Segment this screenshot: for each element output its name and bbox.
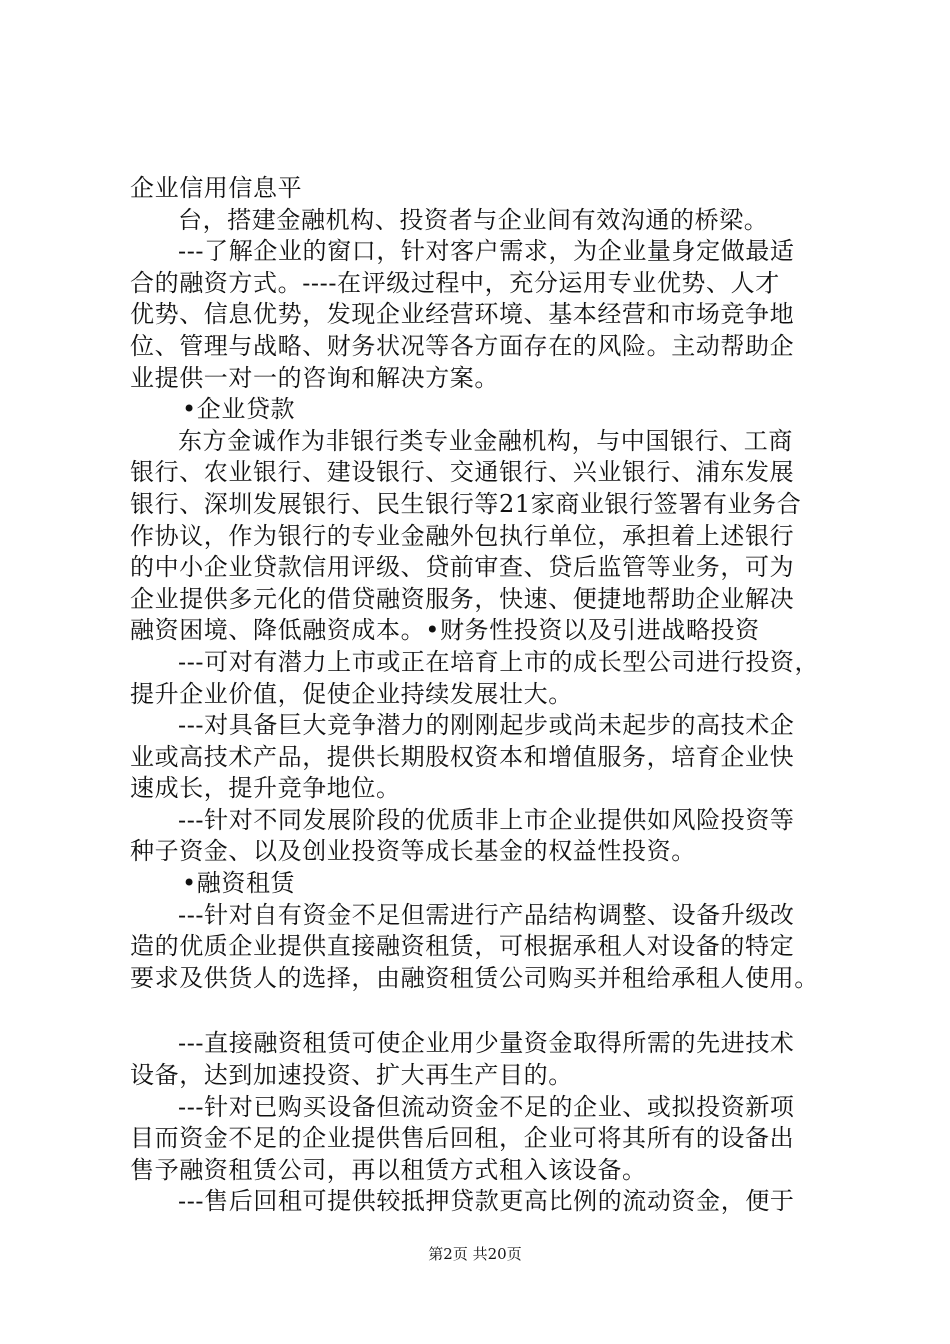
text-line: 的中小企业贷款信用评级、贷前审查、贷后监管等业务，可为 [130,553,795,582]
text-line: ---对具备巨大竞争潜力的刚刚起步或尚未起步的高技术企 [178,711,795,740]
text-line: ---针对不同发展阶段的优质非上市企业提供如风险投资等 [178,805,795,834]
document-body [130,173,850,1218]
text-line: 速成长，提升竞争地位。 [130,774,401,803]
text-line: 设备，达到加速投资、扩大再生产目的。 [130,1061,573,1090]
text-line: 售予融资租赁公司，再以租赁方式租入该设备。 [130,1155,647,1184]
text-line: 目而资金不足的企业提供售后回租，企业可将其所有的设备出 [130,1124,795,1153]
section-heading: •融资租赁 [182,869,296,898]
page-footer: 第2页 共20页 [428,1245,522,1263]
text-line: 造的优质企业提供直接融资租赁，可根据承租人对设备的特定 [130,932,795,961]
text-line: 作协议，作为银行的专业金融外包执行单位，承担着上述银行 [130,521,795,550]
text-line: 提升企业价值，促使企业持续发展壮大。 [130,679,573,708]
text-line: 位、管理与战略、财务状况等各方面存在的风险。主动帮助企 [130,331,795,360]
section-heading: •企业贷款 [182,395,296,424]
text-line: 种子资金、以及创业投资等成长基金的权益性投资。 [130,837,696,866]
text-line: ---针对已购买设备但流动资金不足的企业、或拟投资新项 [178,1092,795,1121]
text-line: 合的融资方式。----在评级过程中，充分运用专业优势、人才 [130,268,780,297]
text-line: ---针对自有资金不足但需进行产品结构调整、设备升级改 [178,900,795,929]
text-line: 银行、农业银行、建设银行、交通银行、兴业银行、浦东发展 [130,458,795,487]
text-line: 业或高技术产品，提供长期股权资本和增值服务，培育企业快 [130,742,795,771]
text-line: 银行、深圳发展银行、民生银行等21家商业银行签署有业务合 [130,489,802,518]
paragraph-gap [130,994,850,1028]
text-line: 融资困境、降低融资成本。•财务性投资以及引进战略投资 [130,616,760,645]
text-line: ---售后回租可提供较抵押贷款更高比例的流动资金，便于 [178,1187,795,1216]
text-line: 优势、信息优势，发现企业经营环境、基本经营和市场竞争地 [130,300,795,329]
text-line: 东方金诚作为非银行类专业金融机构，与中国银行、工商 [178,426,793,455]
text-line: ---直接融资租赁可使企业用少量资金取得所需的先进技术 [178,1029,795,1058]
text-line: 业提供一对一的咨询和解决方案。 [130,363,499,392]
text-line: 企业提供多元化的借贷融资服务，快速、便捷地帮助企业解决 [130,584,795,613]
text-line: ---了解企业的窗口，针对客户需求，为企业量身定做最适 [178,237,795,266]
text-line: 台，搭建金融机构、投资者与企业间有效沟通的桥梁。 [178,205,769,234]
text-line: ---可对有潜力上市或正在培育上市的成长型公司进行投资， [178,647,820,676]
text-line: 企业信用信息平 [130,174,303,202]
text-line: 要求及供货人的选择，由融资租赁公司购买并租给承租人使用。 [130,963,819,992]
